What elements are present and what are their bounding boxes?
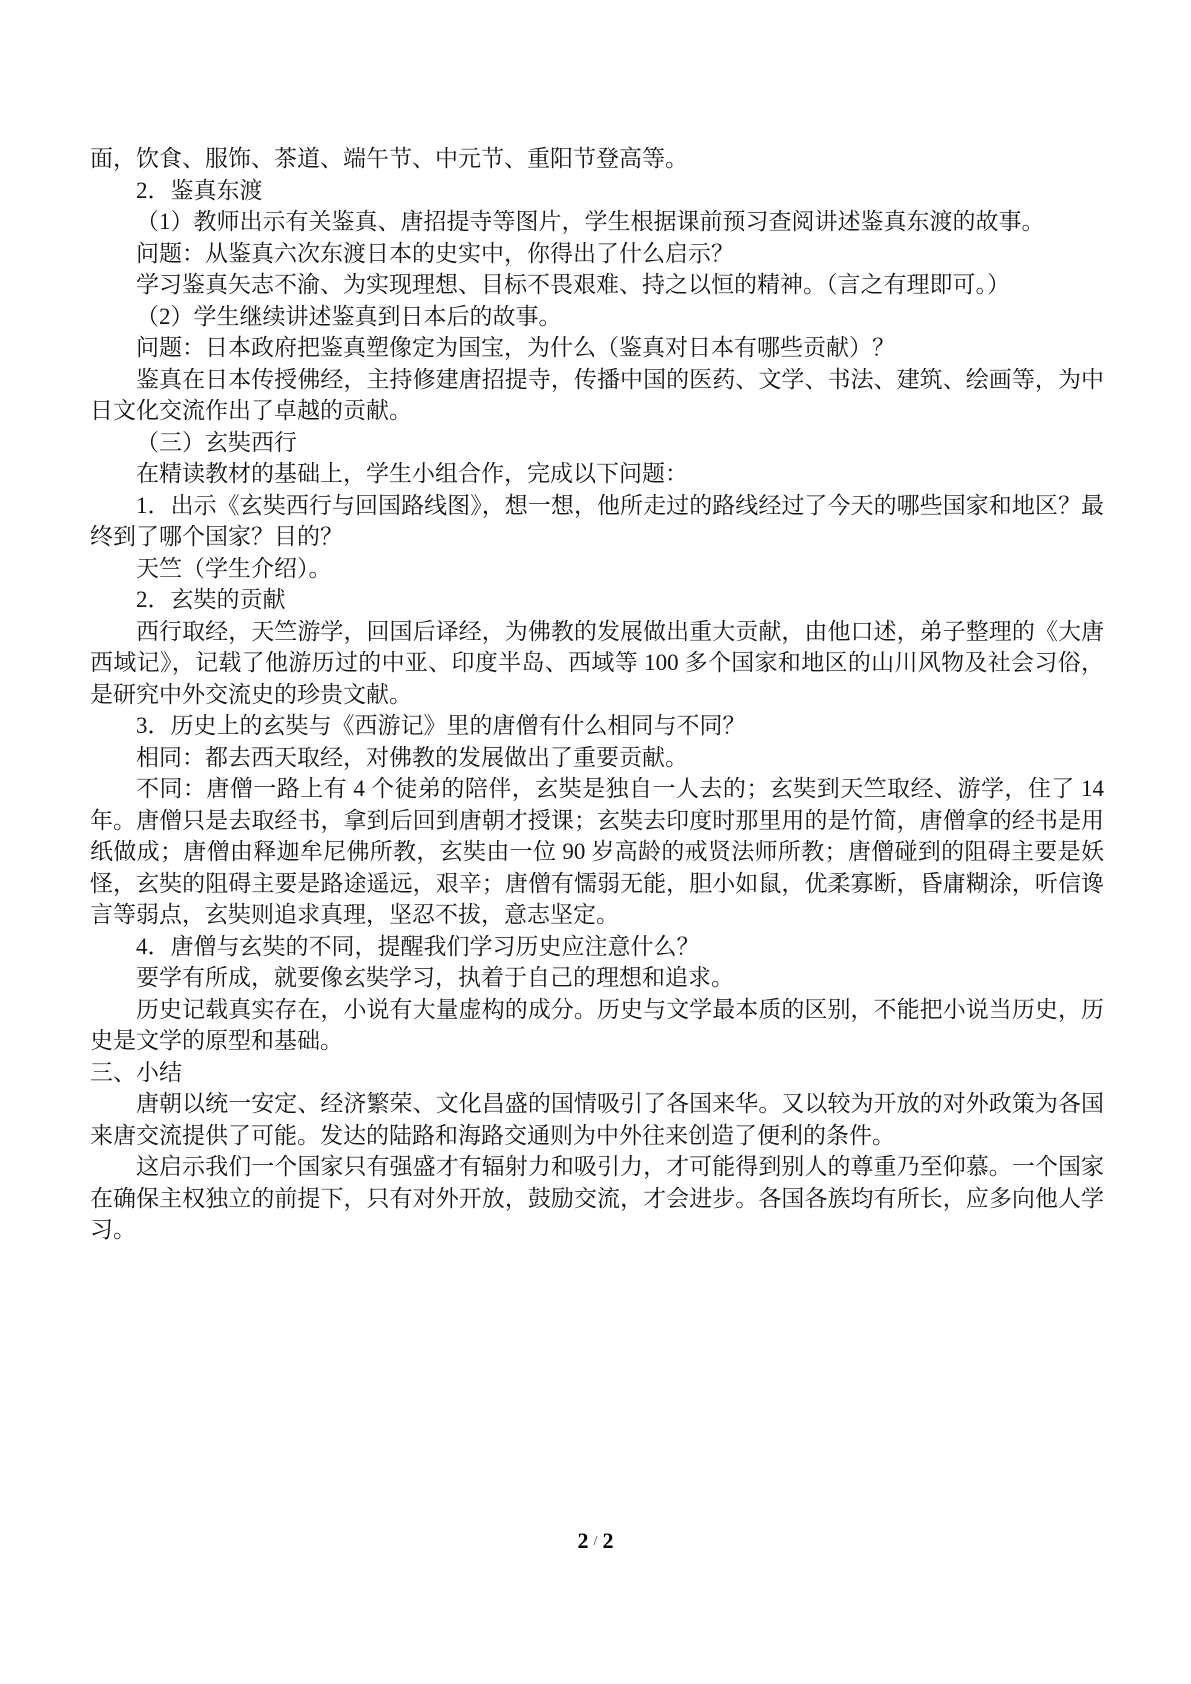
paragraph: 1．出示《玄奘西行与回国路线图》，想一想，他所走过的路线经过了今天的哪些国家和地区？最终到了哪个国家？目的？ bbox=[90, 492, 1104, 549]
paragraph: 相同：都去西天取经，对佛教的发展做出了重要贡献。 bbox=[136, 744, 688, 770]
paragraph: 3．历史上的玄奘与《西游记》里的唐僧有什么相同与不同？ bbox=[136, 713, 746, 738]
paragraph: 西行取经，天竺游学，回国后译经，为佛教的发展做出重大贡献，由他口述，弟子整理的《大唐西域记》，记载了他游历过的中亚、印度半岛、西域等 100 多个国家和地区的山川风物及社会习俗，是研究中外交流史的珍贵文献。 bbox=[90, 618, 1104, 707]
paragraph: 2．鉴真东渡 bbox=[136, 177, 263, 203]
paragraph: 要学有所成，就要像玄奘学习，执着于自己的理想和追求。 bbox=[136, 965, 734, 990]
paragraph: 鉴真在日本传授佛经，主持修建唐招提寺，传播中国的医药、文学、书法、建筑、绘画等，为中日文化交流作出了卓越的贡献。 bbox=[90, 366, 1104, 423]
page-number-total: 2 bbox=[602, 1528, 614, 1553]
paragraph: 问题：日本政府把鉴真塑像定为国宝，为什么（鉴真对日本有哪些贡献）？ bbox=[136, 335, 895, 360]
paragraph: （三）玄奘西行 bbox=[136, 429, 297, 455]
paragraph: 问题：从鉴真六次东渡日本的史实中，你得出了什么启示？ bbox=[136, 240, 734, 266]
paragraph: 不同：唐僧一路上有 4 个徒弟的陪伴，玄奘是独自一人去的；玄奘到天竺取经、游学，住了 14 年。唐僧只是去取经书，拿到后回到唐朝才授课；玄奘去印度时那里用的是竹简，唐僧拿的经书是用纸做成；唐僧由释迦牟尼佛所教，玄奘由一位 90 岁高龄的戒贤法师所教；唐僧碰到的阻碍主要是妖怪，玄奘的阻碍主要是路途遥远，艰辛；唐僧有懦弱无能，胆小如鼠，优柔寡断，昏庸糊涂，听信谗言等弱点，玄奘则追求真理，坚忍不拔，意志坚定。 bbox=[90, 776, 1105, 927]
page-number-current: 2 bbox=[577, 1528, 589, 1553]
paragraph: 2．玄奘的贡献 bbox=[136, 587, 286, 612]
paragraph: 这启示我们一个国家只有强盛才有辐射力和吸引力，才可能得到别人的尊重乃至仰慕。一个国家在确保主权独立的前提下，只有对外开放，鼓励交流，才会进步。各国各族均有所长，应多向他人学习。 bbox=[90, 1154, 1104, 1242]
paragraph: 历史记载真实存在，小说有大量虚构的成分。历史与文学最本质的区别，不能把小说当历史，历史是文学的原型和基础。 bbox=[90, 996, 1104, 1053]
page-footer bbox=[0, 1528, 1191, 1554]
paragraph: 天竺（学生介绍）。 bbox=[136, 555, 332, 581]
paragraph: （2）学生继续讲述鉴真到日本后的故事。 bbox=[136, 303, 562, 329]
paragraph: 唐朝以统一安定、经济繁荣、文化昌盛的国情吸引了各国来华。又以较为开放的对外政策为各国来唐交流提供了可能。发达的陆路和海路交通则为中外往来创造了便利的条件。 bbox=[90, 1091, 1104, 1148]
document-content bbox=[90, 143, 1104, 1246]
section-heading-summary: 三、小结 bbox=[90, 1059, 182, 1085]
page-number-separator: / bbox=[593, 1534, 598, 1549]
paragraph: 学习鉴真矢志不渝、为实现理想、目标不畏艰难、持之以恒的精神。（言之有理即可。） bbox=[136, 272, 1010, 297]
paragraph: 面，饮食、服饰、茶道、端午节、中元节、重阳节登高等。 bbox=[90, 146, 688, 171]
paragraph: 在精读教材的基础上，学生小组合作，完成以下问题： bbox=[136, 461, 688, 486]
paragraph: 4．唐僧与玄奘的不同，提醒我们学习历史应注意什么？ bbox=[136, 933, 700, 959]
paragraph: （1）教师出示有关鉴真、唐招提寺等图片，学生根据课前预习查阅讲述鉴真东渡的故事。 bbox=[136, 209, 1045, 234]
